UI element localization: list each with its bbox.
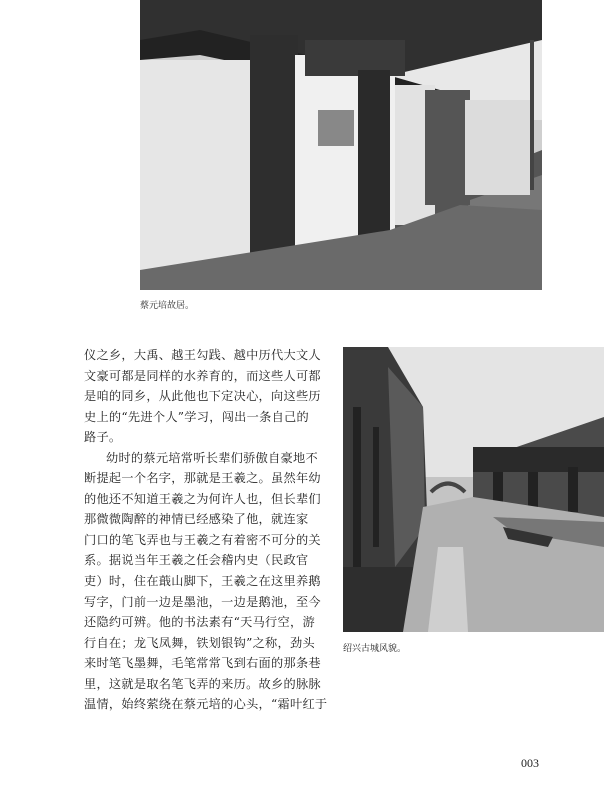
text-line: 写字，门前一边是墨池，一边是鹅池，至今 xyxy=(84,594,321,609)
text-line: 还隐约可辨。他的书法素有“天马行空，游 xyxy=(84,615,315,630)
residence-photo xyxy=(140,0,542,290)
page-number: 003 xyxy=(521,756,539,770)
text-line: 门口的笔飞弄也与王羲之有着密不可分的关 xyxy=(84,532,321,547)
canal-photo xyxy=(343,347,604,632)
text-line: 史上的“先进个人”学习，闯出一条自己的 xyxy=(84,409,309,424)
text-line: 文豪可都是同样的水养育的，而这些人可都 xyxy=(84,368,321,383)
text-line: 是咱的同乡，从此他也下定决心，向这些历 xyxy=(84,389,321,404)
text-line: 系。据说当年王羲之任会稽内史（民政官 xyxy=(84,553,309,568)
canal-photo-caption: 绍兴古城风貌。 xyxy=(343,644,407,654)
text-line: 行自在；龙飞凤舞，铁划银钩”之称，劲头 xyxy=(84,635,315,650)
text-line: 的他还不知道王羲之为何许人也，但长辈们 xyxy=(84,491,321,506)
text-line: 里，这就是取名笔飞弄的来历。故乡的脉脉 xyxy=(84,676,321,691)
text-line: 那微微陶醉的神情已经感染了他，就连家 xyxy=(84,512,309,527)
text-line: 吏）时，住在蕺山脚下，王羲之在这里养鹅 xyxy=(84,574,321,589)
text-line: 仪之乡，大禹、越王勾践、越中历代大文人 xyxy=(84,348,321,362)
text-line: 温情，始终萦绕在蔡元培的心头，“霜叶红于 xyxy=(84,697,328,712)
body-text xyxy=(84,345,330,715)
residence-photo-caption: 蔡元培故居。 xyxy=(140,301,195,311)
text-line: 来时笔飞墨舞，毛笔常常飞到右面的那条巷 xyxy=(84,656,321,671)
text-line: 幼时的蔡元培常听长辈们骄傲自豪地不 xyxy=(106,450,318,465)
text-line: 断提起一个名字，那就是王羲之。虽然年幼 xyxy=(84,471,321,486)
text-line: 路子。 xyxy=(84,430,122,445)
